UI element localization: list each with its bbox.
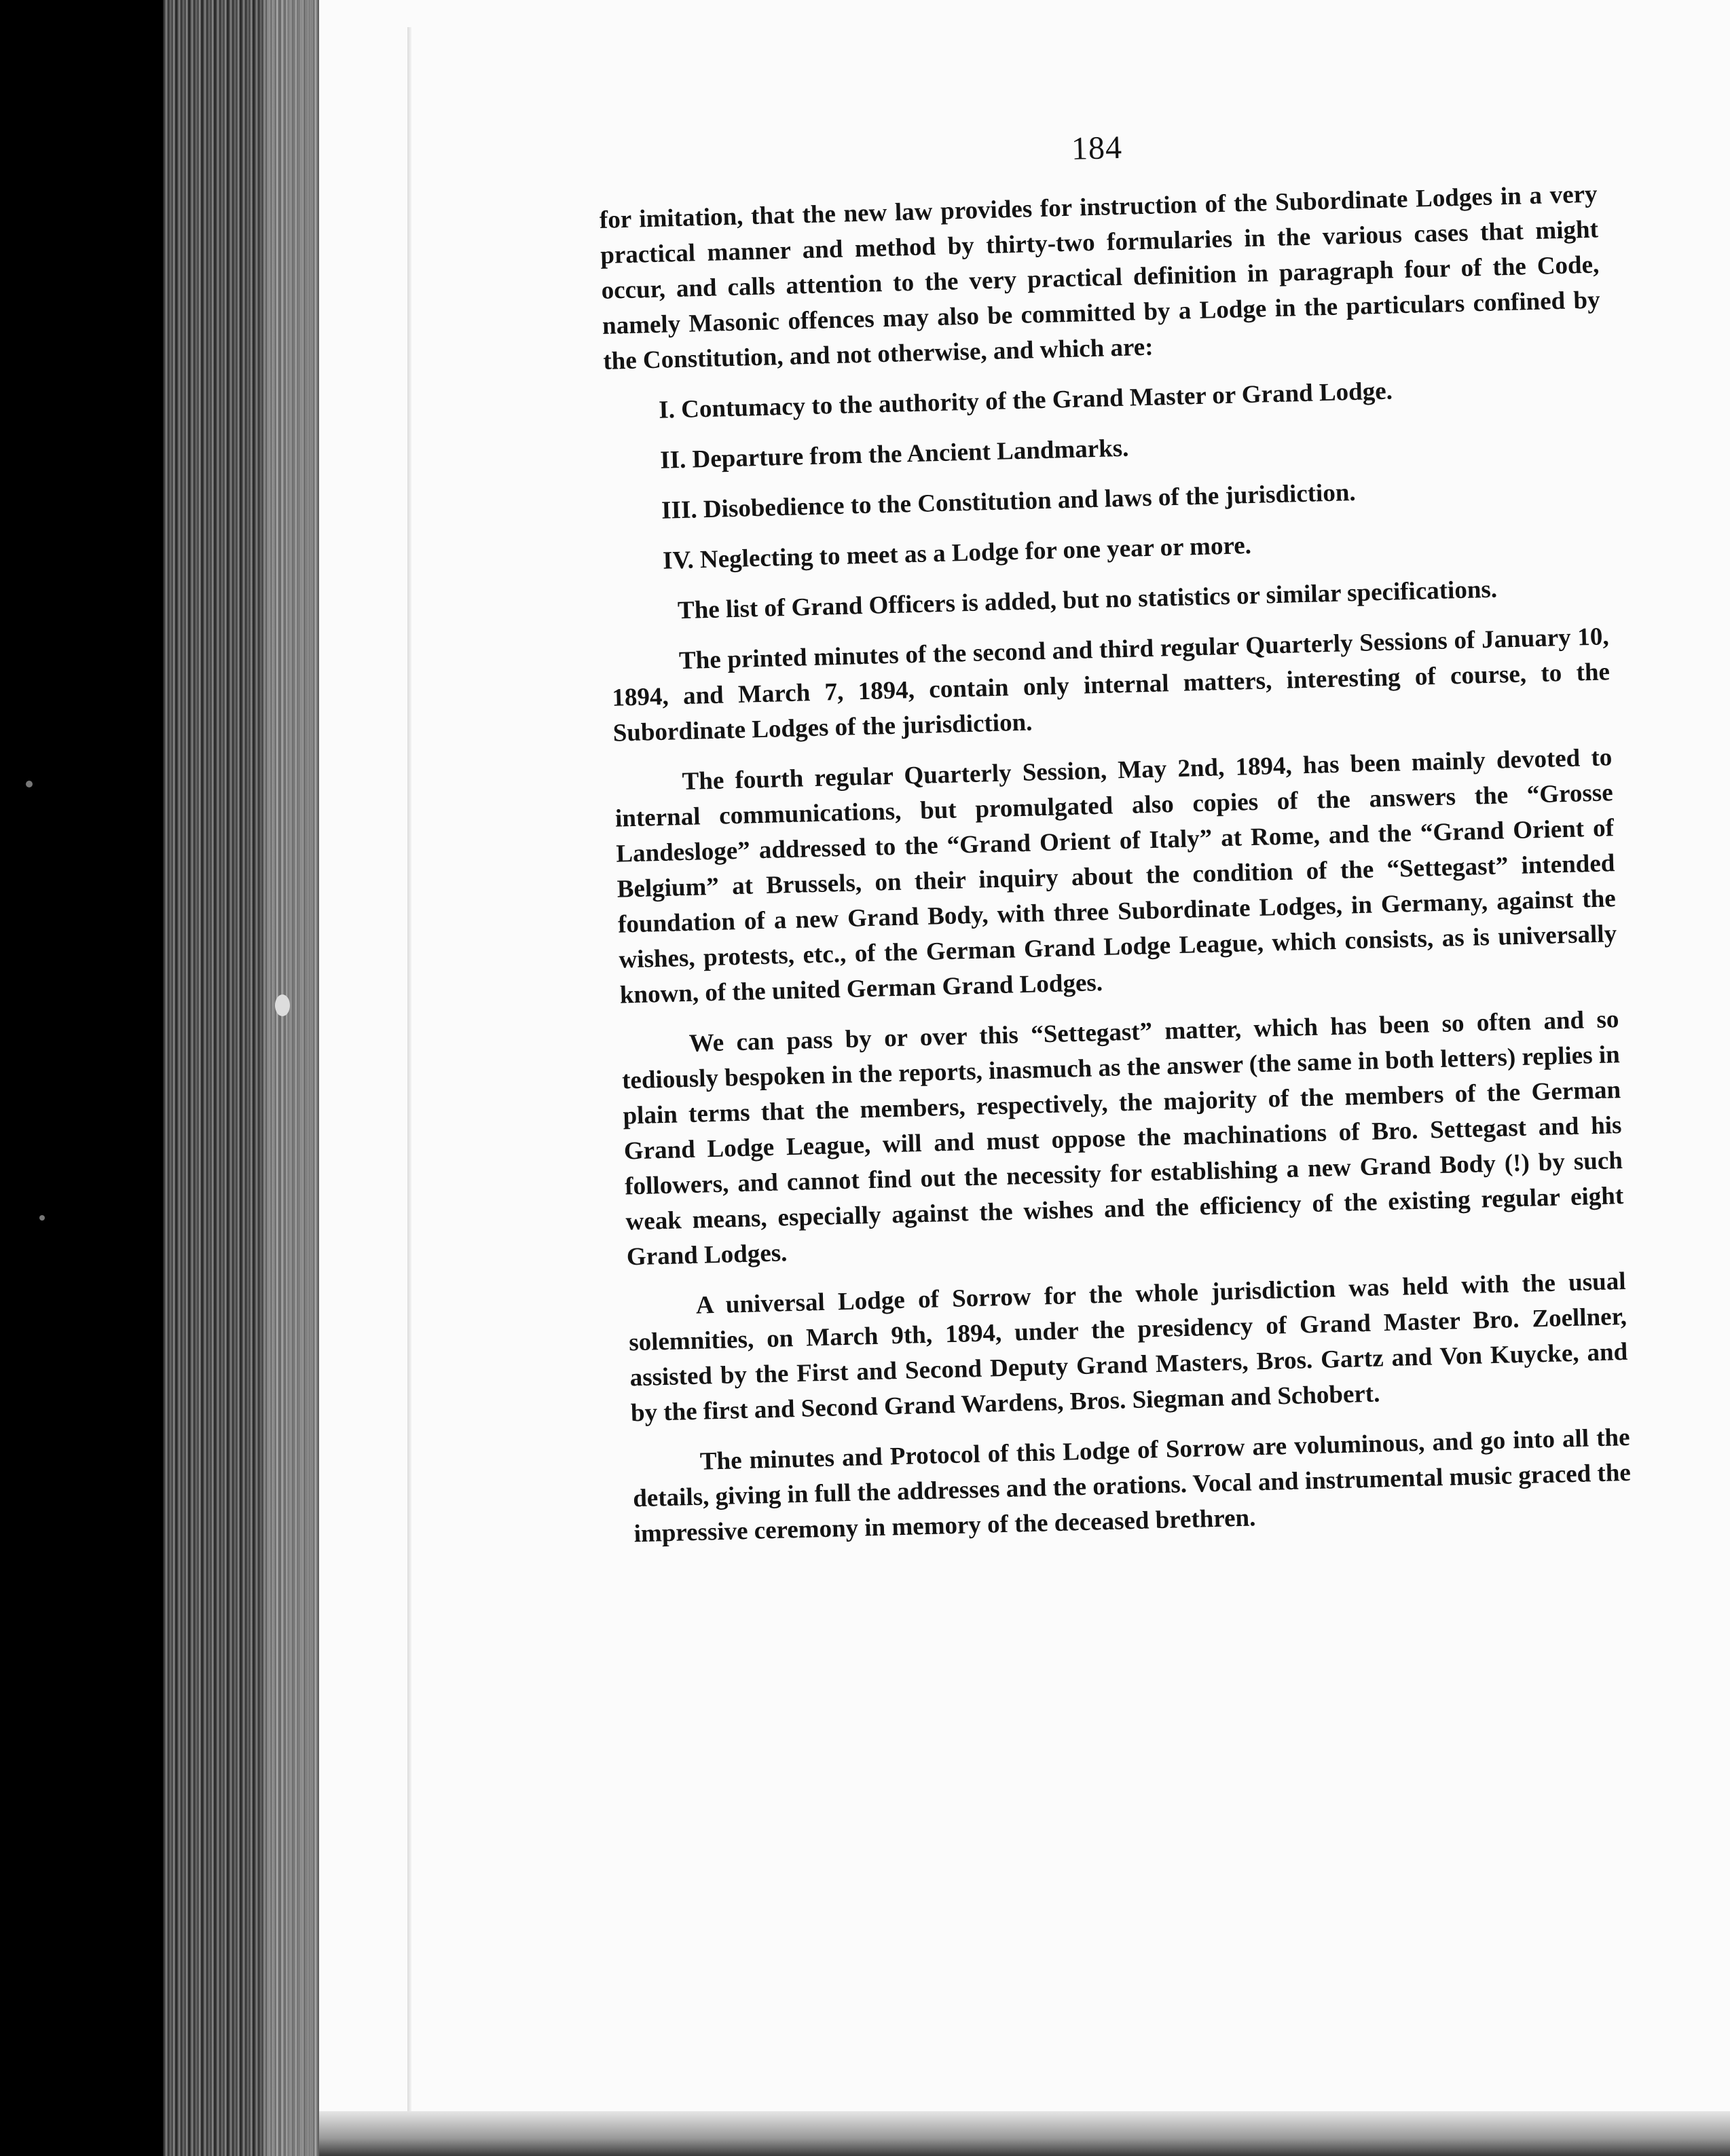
paragraph-printed-minutes: The printed minutes of the second and third regular Quarterly Sessions of January 10, 1894, and March 7, 1894, contain only internal matters, interesting of course, to the Subordinate Lodges of the jurisdiction.	[611, 622, 1611, 747]
page-inner-edge	[407, 27, 411, 2118]
list-item-1: I. Contumacy to the authority of the Grand Master or Grand Lodge.	[658, 377, 1393, 424]
speck-mark	[26, 781, 33, 787]
paragraph-lodge-of-sorrow: A universal Lodge of Sorrow for the whole jurisdiction was held with the usual solemnities, on March 9th, 1894, under the presidency of Grand Master Bro. Zoellner, assisted by the First and Second Deputy Grand Masters, Bros. Gartz and Von Kuycke, and by the first and Second Grand Wardens, Bros. Siegman and Schobert.	[628, 1267, 1628, 1428]
list-item-3: III. Disobedience to the Constitution and laws of the jurisdiction.	[661, 478, 1357, 525]
speck-mark	[275, 995, 290, 1016]
page-number: 184	[1071, 129, 1123, 167]
speck-mark	[39, 1215, 45, 1221]
paragraph-minutes-protocol: The minutes and Protocol of this Lodge of Sorrow are voluminous, and go into all the details, giving in full the addresses and the orations. Vocal and instrumental music graced the impressive ceremony in memory of the deceased brethren.	[632, 1423, 1632, 1548]
paragraph-grand-officers: The list of Grand Officers is added, but no statistics or similar specifications.	[677, 575, 1498, 625]
page-text	[597, 117, 1632, 1567]
book-page-edges-highlight	[265, 0, 319, 2156]
paragraph-intro: for imitation, that the new law provides for instruction of the Subordinate Lodges in a very practical manner and method by thirty-two formularies in the various cases that might occur, and calls attention to the very practical definition in paragraph four of the Code, namely Masonic offences may also be committed by a Lodge in the particulars confined by the Constitution, and not otherwise, and which are:	[599, 180, 1601, 375]
list-item-2: II. Departure from the Ancient Landmarks.	[659, 434, 1129, 475]
paragraph-settegast: We can pass by or over this “Settegast” matter, which has been so often and so tediously bespoken in the reports, inasmuch as the answer (the same in both letters) replies in plain terms that the members, respectively, the majority of the members of the German Grand Lodge League, will and must oppose the machinations of Bro. Settegast and his followers, and cannot find out the necessity for establishing a new Grand Body (!) by such weak means, especially against the wishes and the efficiency of the existing regular eight Grand Lodges.	[621, 1005, 1624, 1271]
paragraph-fourth-session: The fourth regular Quarterly Session, May 2nd, 1894, has been mainly devoted to internal communications, but promulgated also copies of the answers the “Grosse Landesloge” addressed to the “Grand Orient of Italy” at Rome, and the “Grand Orient of Belgium” at Brussels, on their inquiry about the condition of the “Settegast” intended foundation of a new Grand Body, with three Subordinate Lodges, in Germany, against the wishes, protests, etc., of the German Grand Lodge League, which consists, as is universally known, of the united German Grand Lodges.	[614, 743, 1617, 1009]
page-bottom-shadow	[319, 2111, 1730, 2156]
list-item-4: IV. Neglecting to meet as a Lodge for one year or more.	[662, 532, 1252, 575]
